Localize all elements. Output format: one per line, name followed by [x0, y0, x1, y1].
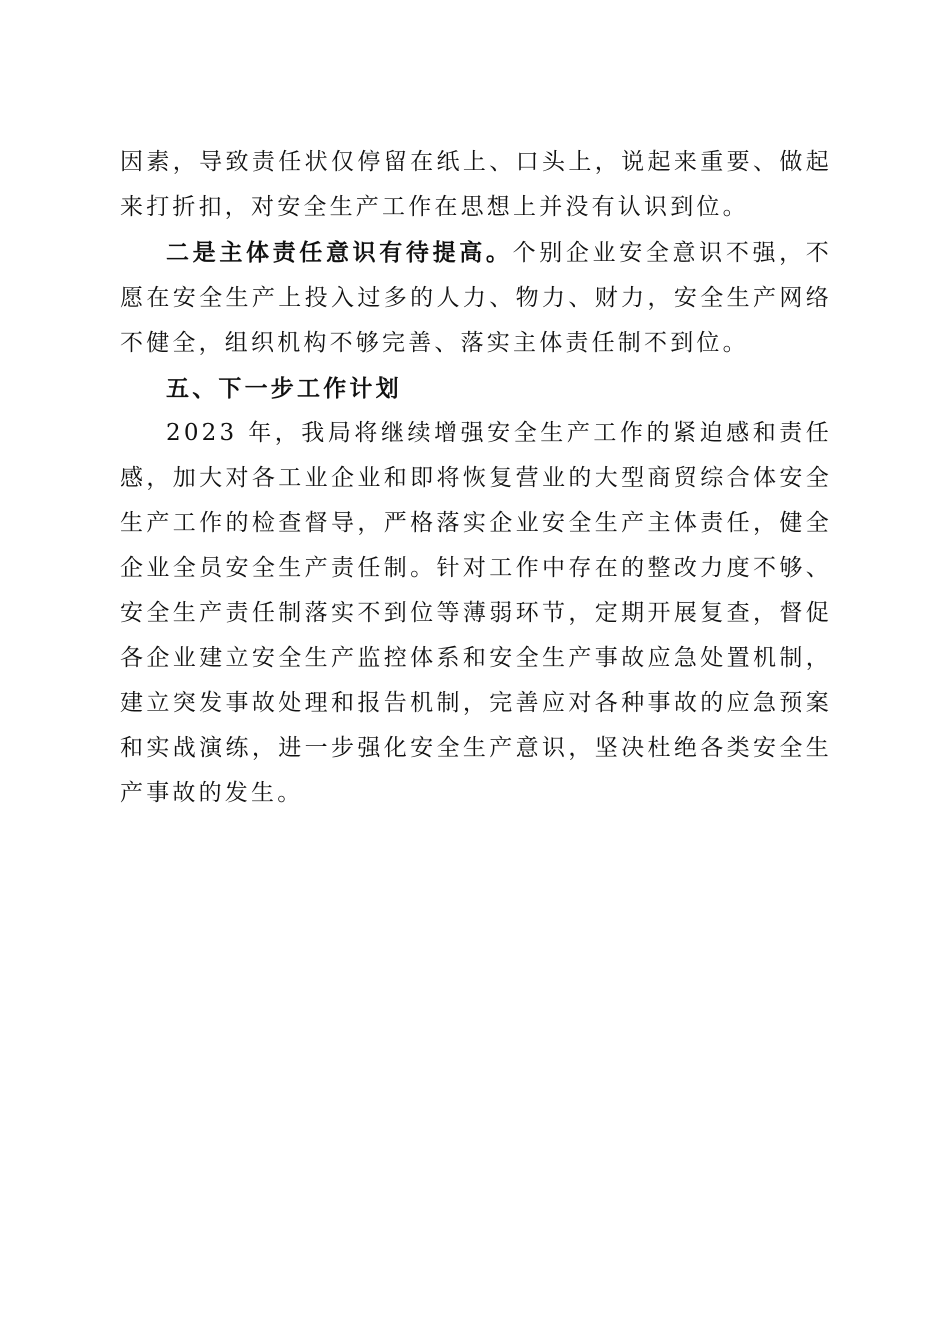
document-body — [120, 140, 832, 816]
section-heading: 五、下一步工作计划 — [166, 375, 402, 402]
paragraph-main-responsibility — [120, 230, 832, 366]
paragraph-continuation: 因素，导致责任状仅停留在纸上、口头上，说起来重要、做起来打折扣，对安全生产工作在思想上并没有认识到位。 — [120, 149, 832, 220]
paragraph-work-plan: 2023 年，我局将继续增强安全生产工作的紧迫感和责任感，加大对各工业企业和即将恢复营业的大型商贸综合体安全生产工作的检查督导，严格落实企业安全生产主体责任，健全企业全员安全生产责任制。针对工作中存在的整改力度不够、安全生产责任制落实不到位等薄弱环节，定期开展复查，督促各企业建立安全生产监控体系和安全生产事故应急处置机制，建立突发事故处理和报告机制，完善应对各种事故的应急预案和实战演练，进一步强化安全生产意识，坚决杜绝各类安全生产事故的发生。 — [120, 420, 832, 806]
paragraph-body: 个别企业安全意识不强，不愿在安全生产上投入过多的人力、物力、财力，安全生产网络不健全，组织机构不够完善、落实主体责任制不到位。 — [120, 240, 832, 356]
paragraph-lead-bold: 二是主体责任意识有待提高。 — [166, 239, 513, 266]
